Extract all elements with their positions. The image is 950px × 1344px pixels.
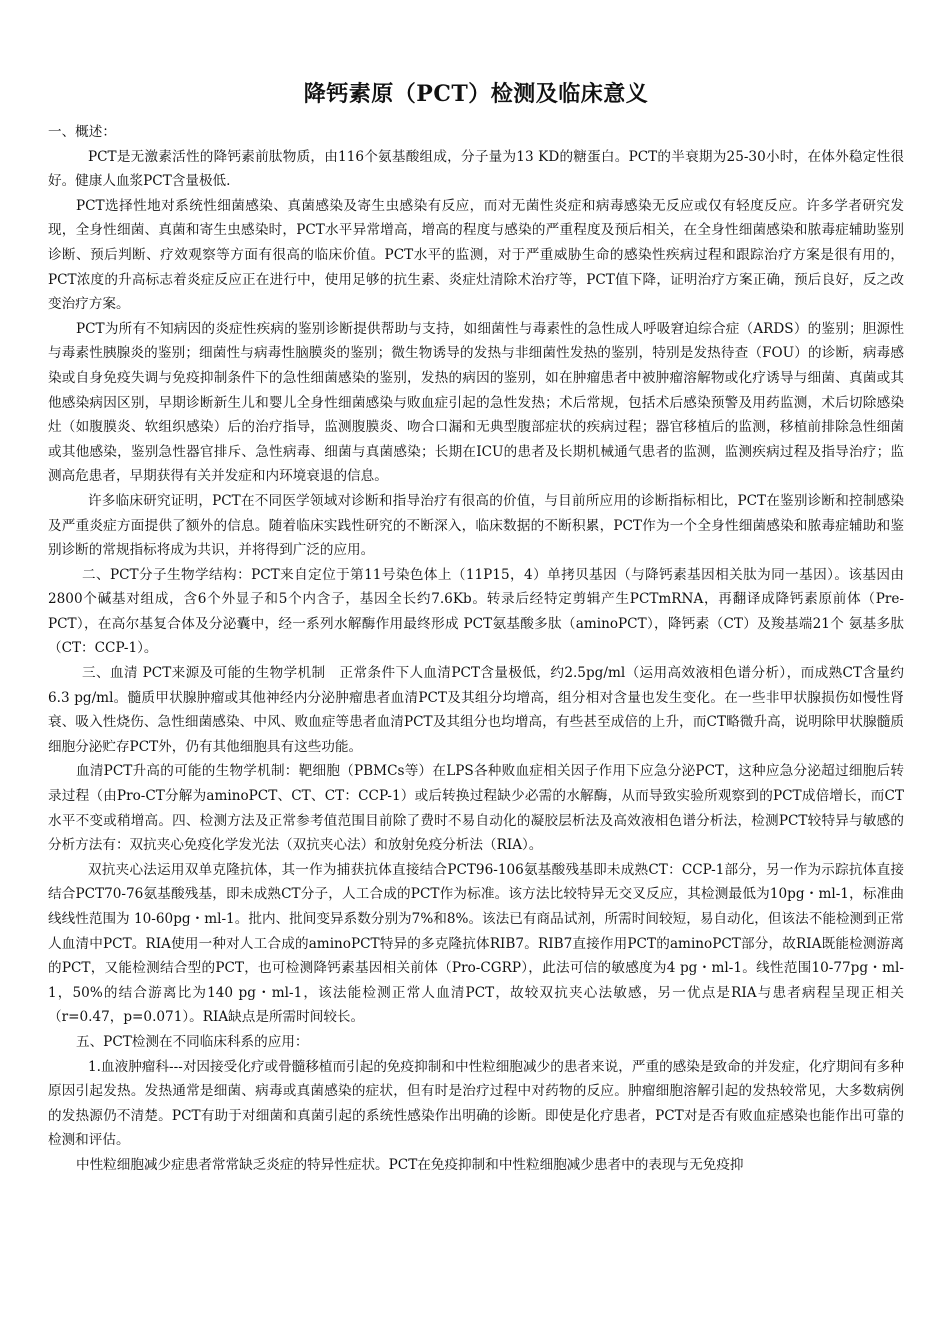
section-heading-overview: 一、概述： — [48, 124, 116, 140]
paragraph: 血清PCT升高的可能的生物学机制：靶细胞（PBMCs等）在LPS各种败血症相关因子作用下应急分泌PCT，这种应急分泌超过细胞后转录过程（由Pro-CT分解为aminoPCT、CT、CT：CCP-1）或后转换过程缺少必需的水解酶，从而导致实验所观察到的PCT成倍增长，而CT水平不变或稍增高。四、检测方法及正常参考值范围目前除了费时不易自动化的凝胶层析法及高效液相色谱分析法，检测PCT较特异与敏感的分析方法有：双抗夹心免疫化学发光法（双抗夹心法）和放射免疫分析法（RIA）。 — [48, 763, 904, 854]
paragraph: 双抗夹心法运用双单克隆抗体，其一作为捕获抗体直接结合PCT96-106氨基酸残基即未成熟CT：CCP-1部分，另一作为示踪抗体直接结合PCT70-76氨基酸残基，即未成熟CT分子，人工合成的PCT作为标准。该方法比较特异无交叉反应，其检测最低为10pg・ml-1，标准曲线线性范围为 10-60pg・ml-1。批内、批间变异系数分别为7%和8%。该法已有商品试剂，所需时间较短，易自动化，但该法不能检测到正常人血清中PCT。RIA使用一种对人工合成的aminoPCT特异的多克隆抗体RIB7。RIB7直接作用PCT的aminoPCT部分，故RIA既能检测游离的PCT，又能检测结合型的PCT，也可检测降钙素基因相关前体（Pro-CGRP），此法可信的敏感度为4 pg・ml-1。线性范围10-77pg・ml-1，50%的结合游离比为140 pg・ml-1，该法能检测正常人血清PCT，故较双抗夹心法敏感，另一优点是RIA与患者病程呈现正相关（r=0.47，p=0.071）。RIA缺点是所需时间较长。 — [48, 861, 904, 1026]
paragraph: PCT是无激素活性的降钙素前肽物质，由116个氨基酸组成，分子量为13 KD的糖蛋白。PCT的半衰期为25-30小时，在体外稳定性很好。健康人血浆PCT含量极低. — [48, 148, 904, 190]
document-title: 降钙素原（PCT）检测及临床意义 — [303, 81, 649, 107]
paragraph-section-2: 二、PCT分子生物学结构：PCT来自定位于第11号染色体上（11P15，4）单拷贝基因（与降钙素基因相关肽为同一基因）。该基因由2800个碱基对组成，含6个外显子和5个内含子，基因全长约7.6Kb。转录后经特定剪辑产生PCTmRNA，再翻译成降钙素原前体（Pre-PCT），在高尔基复合体及分泌囊中，经一系列水解酶作用最终形成 PCT氨基酸多肽（aminoPCT），降钙素（CT）及羧基端21个 氨基多肽（CT：CCP-1）。 — [48, 566, 904, 657]
document-body — [48, 120, 904, 1178]
section-heading-applications: 五、PCT检测在不同临床科系的应用： — [76, 1033, 309, 1050]
paragraph-hematology: 1.血液肿瘤科---对因接受化疗或骨髓移植而引起的免疫抑制和中性粒细胞减少的患者来说，严重的感染是致命的并发症，化疗期间有多种原因引起发热。发热通常是细菌、病毒或真菌感染的症状，但有时是治疗过程中对药物的反应。肿瘤细胞溶解引起的发热较常见，大多数病例的发热源仍不清楚。PCT有助于对细菌和真菌引起的系统性感染作出明确的诊断。即使是化疗患者，PCT对是否有败血症感染也能作出可靠的检测和评估。 — [48, 1058, 904, 1149]
paragraph: 中性粒细胞减少症患者常常缺乏炎症的特异性症状。PCT在免疫抑制和中性粒细胞减少患者中的表现与无免疫抑 — [76, 1156, 744, 1173]
paragraph: PCT选择性地对系统性细菌感染、真菌感染及寄生虫感染有反应，而对无菌性炎症和病毒感染无反应或仅有轻度反应。许多学者研究发现，全身性细菌、真菌和寄生虫感染时，PCT水平异常增高，增高的程度与感染的严重程度及预后相关，在全身性细菌感染和脓毒症辅助鉴别诊断、预后判断、疗效观察等方面有很高的临床价值。PCT水平的监测，对于严重威胁生命的感染性疾病过程和跟踪治疗方案是很有用的，PCT浓度的升高标志着炎症反应正在进行中，使用足够的抗生素、炎症灶清除术治疗等，PCT值下降，证明治疗方案正确，预后良好，反之改变治疗方案。 — [48, 197, 904, 313]
paragraph: 许多临床研究证明，PCT在不同医学领域对诊断和指导治疗有很高的价值，与目前所应用的诊断指标相比，PCT在鉴别诊断和控制感染及严重炎症方面提供了额外的信息。随着临床实践性研究的不断深入，临床数据的不断积累，PCT作为一个全身性细菌感染和脓毒症辅助和鉴别诊断的常规指标将成为共识，并将得到广泛的应用。 — [48, 492, 904, 559]
paragraph: PCT为所有不知病因的炎症性疾病的鉴别诊断提供帮助与支持，如细菌性与毒素性的急性成人呼吸窘迫综合症（ARDS）的鉴别；胆源性与毒素性胰腺炎的鉴别；细菌性与病毒性脑膜炎的鉴别；微生物诱导的发热与非细菌性发热的鉴别，特别是发热待查（FOU）的诊断，病毒感染或自身免疫失调与免疫抑制条件下的急性细菌感染的鉴别，发热的病因的鉴别，如在肿瘤患者中被肿瘤溶解物或化疗诱导与细菌、真菌或其他感染病因区别，早期诊断新生儿和婴儿全身性细菌感染与败血症引起的急性发热；术后常规，包括术后感染预警及用药监测，术后切除感染灶（如腹膜炎、软组织感染）后的治疗指导，监测腹膜炎、吻合口漏和无典型腹部症状的疾病过程；器官移植后的监测，移植前排除急性细菌或其他感染，鉴别急性器官排斥、急性病毒、细菌与真菌感染；长期在ICU的患者及长期机械通气患者的监测，监测疾病过程及指导治疗；监测高危患者，早期获得有关并发症和内环境衰退的信息。 — [48, 320, 904, 485]
paragraph-section-3: 三、血清 PCT来源及可能的生物学机制 正常条件下人血清PCT含量极低，约2.5pg/ml（运用高效液相色谱分析），而成熟CT含量约6.3 pg/ml。髓质甲状腺肿瘤或其他神经内分泌肿瘤患者血清PCT及其组分均增高，组分相对含量也发生变化。在一些非甲状腺损伤如慢性肾衰、吸入性烧伤、急性细菌感染、中风、败血症等患者血清PCT及其组分也均增高，有些甚至成倍的上升，而CT略微升高，说明除甲状腺髓质细胞分泌贮存PCT外，仍有其他细胞具有这些功能。 — [48, 665, 904, 755]
